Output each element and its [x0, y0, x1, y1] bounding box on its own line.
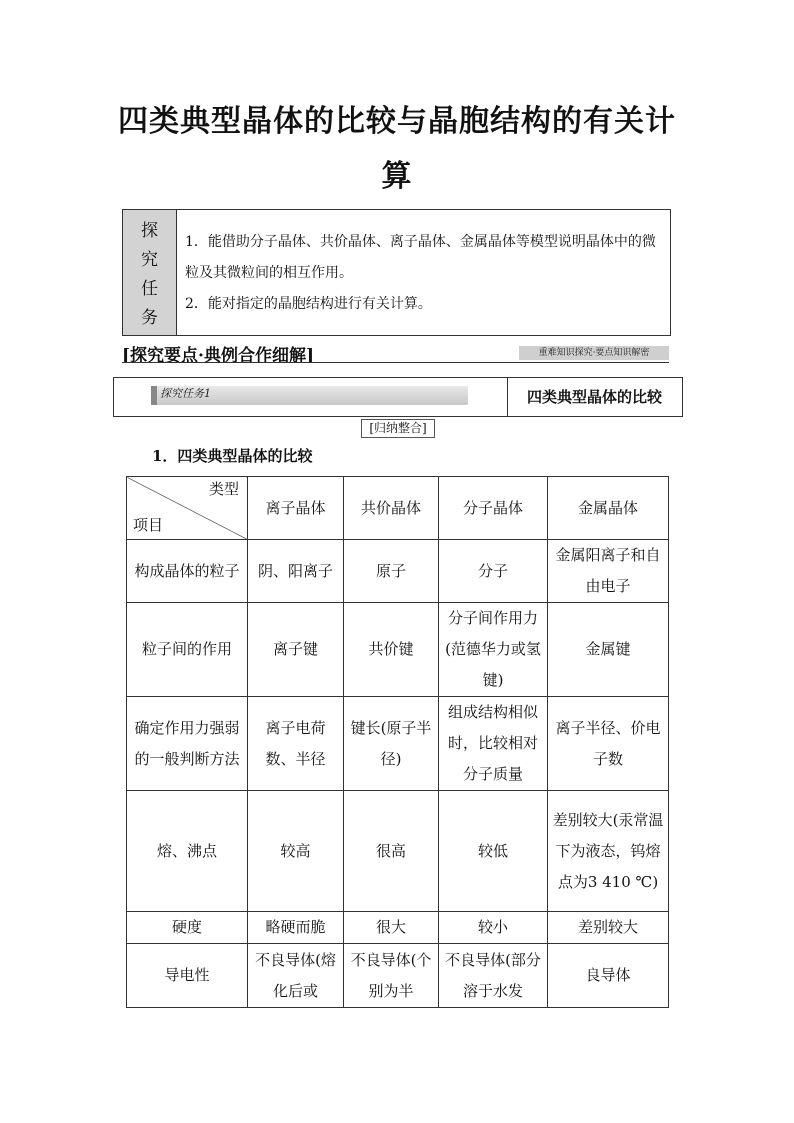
table-row	[127, 912, 669, 944]
table-corner-cell	[127, 477, 248, 540]
table-cell: 很高	[344, 791, 439, 912]
row-label: 粒子间的作用	[127, 603, 248, 697]
table-cell: 很大	[344, 912, 439, 944]
table-cell: 差别较大	[548, 912, 669, 944]
corner-type-label: 类型	[208, 480, 239, 498]
section-heading: [探究要点·典例合作细解]	[122, 346, 315, 366]
table-cell: 离子键	[248, 603, 344, 697]
page-title-line1: 四类典型晶体的比较与晶胞结构的有关计	[118, 104, 676, 139]
section-tag: 重难知识探究·要点知识解密	[519, 346, 669, 360]
inquiry-task-label	[123, 210, 177, 335]
task-item-1: 1．能借助分子晶体、共价晶体、离子晶体、金属晶体等模型说明晶体中的微粒及其微粒间的相互作用。	[185, 234, 656, 281]
table-cell: 金属键	[548, 603, 669, 697]
table-cell: 差别较大(汞常温下为液态，钨熔点为3 410 ℃)	[548, 791, 669, 912]
column-header: 离子晶体	[248, 477, 344, 540]
table-row	[127, 697, 669, 791]
table-cell: 良导体	[548, 944, 669, 1008]
table-cell: 较小	[439, 912, 548, 944]
table-row	[127, 791, 669, 912]
table-cell: 分子间作用力(范德华力或氢键)	[439, 603, 548, 697]
inquiry-task-text	[185, 227, 665, 320]
point-title: 1．四类典型晶体的比较	[152, 447, 313, 465]
table-cell: 组成结构相似时，比较相对分子质量	[439, 697, 548, 791]
row-label: 导电性	[127, 944, 248, 1008]
task-label-char: 务	[141, 308, 158, 328]
crystal-comparison-table	[126, 476, 669, 1008]
table-cell: 金属阳离子和自由电子	[548, 540, 669, 603]
table-row	[127, 944, 669, 1008]
summary-tag: [归纳整合]	[361, 419, 435, 438]
table-cell: 不良导体(部分溶于水发	[439, 944, 548, 1008]
column-header: 共价晶体	[344, 477, 439, 540]
task-bar-label: 探究任务1	[160, 387, 211, 400]
table-cell: 较低	[439, 791, 548, 912]
corner-item-label: 项目	[133, 516, 164, 534]
table-cell: 不良导体(熔化后或	[248, 944, 344, 1008]
row-label: 硬度	[127, 912, 248, 944]
task-bar-title: 四类典型晶体的比较	[526, 388, 662, 406]
row-label: 确定作用力强弱的一般判断方法	[127, 697, 248, 791]
table-cell: 离子电荷数、半径	[248, 697, 344, 791]
row-label: 构成晶体的粒子	[127, 540, 248, 603]
table-cell: 离子半径、价电子数	[548, 697, 669, 791]
task-label-char: 任	[141, 279, 158, 299]
task-bar	[113, 377, 683, 417]
page-title-line2: 算	[381, 159, 413, 194]
column-header: 金属晶体	[548, 477, 669, 540]
section-divider	[122, 362, 669, 363]
table-cell: 较高	[248, 791, 344, 912]
task-label-char: 探	[141, 221, 158, 241]
task-item-2: 2．能对指定的晶胞结构进行有关计算。	[185, 296, 432, 312]
table-cell: 分子	[439, 540, 548, 603]
column-header: 分子晶体	[439, 477, 548, 540]
table-cell: 阴、阳离子	[248, 540, 344, 603]
row-label: 熔、沸点	[127, 791, 248, 912]
table-cell: 键长(原子半径)	[344, 697, 439, 791]
table-row	[127, 540, 669, 603]
task-label-char: 究	[141, 250, 158, 270]
table-cell: 略硬而脆	[248, 912, 344, 944]
table-cell: 原子	[344, 540, 439, 603]
table-header-row	[127, 477, 669, 540]
table-cell: 共价键	[344, 603, 439, 697]
table-row	[127, 603, 669, 697]
table-cell: 不良导体(个别为半	[344, 944, 439, 1008]
inquiry-task-box	[122, 209, 671, 336]
